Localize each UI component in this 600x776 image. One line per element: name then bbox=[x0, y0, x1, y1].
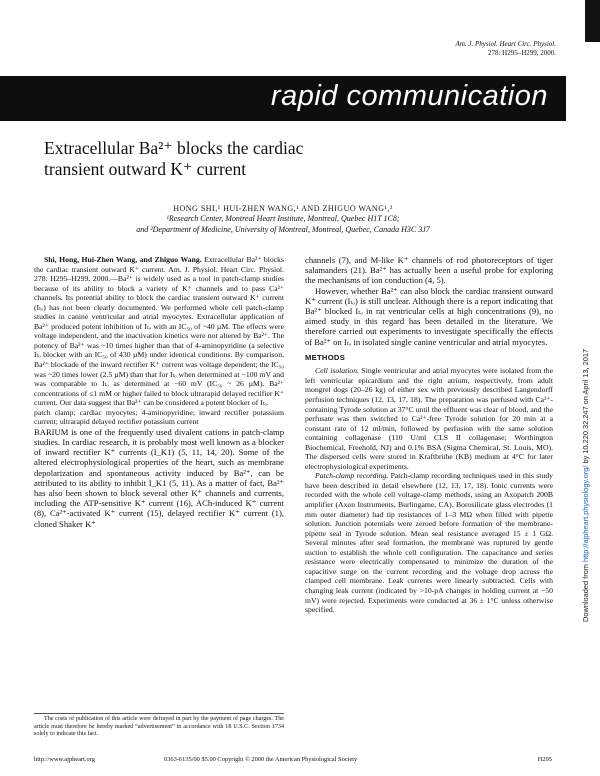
intro-lead: BARIUM bbox=[34, 426, 69, 437]
intro-paragraph-2: However, whether Ba²⁺ can also block the cardiac transient outward K⁺ current (Iₜₒ) is still unclear. Although there is a report indicating that Ba²⁺ blocked Iₜₒ in rat ventricular cells at high concentrations (9), no aimed study in this regard has been detailed in the literature. We therefore carried out experiments to investigate specifically the effects of Ba²⁺ on Iₜₒ in isolated single canine ventricular and atrial myocytes. bbox=[305, 285, 553, 347]
title-line-2: transient outward K⁺ current bbox=[44, 159, 247, 179]
footer-copyright: 0363-6135/00 $5.00 Copyright © 2000 the American Physiological Society bbox=[164, 756, 358, 763]
abstract-authors: Shi, Hong, Hui-Zhen Wang, and Zhiguo Wang. bbox=[44, 255, 202, 264]
right-column bbox=[305, 255, 553, 615]
intro-body: is one of the frequently used divalent cations in patch-clamp studies. In cardiac research, it is probably most well known as a blocker of inward rectifier K⁺ currents (I_K1) (5, 11, 14, 20). Some of the altered electrophysiological properties of the heart, such as membrane depolarization and spontaneous activity induced by Ba²⁺, can be attributed to its ability to inhibit I_K1 (5, 11). As a matter of fact, Ba²⁺ has also been shown to block several other K⁺ channels and currents, including the ATP-sensitive K⁺ current (16), ACh-induced K⁺ current (8), Ca²⁺-activated K⁺ current (15), delayed rectifier K⁺ current (1), cloned Shaker K⁺ bbox=[34, 426, 284, 529]
cell-isolation-paragraph bbox=[305, 366, 553, 471]
intro-continuation: channels (7), and M-like K⁺ channels of rod photoreceptors of tiger salamanders (21). Ba²⁺ has actually been a useful probe for exploring the mechanisms of ion conduction (4, 5). bbox=[305, 255, 553, 286]
intro-paragraph bbox=[34, 427, 284, 529]
patch-clamp-paragraph bbox=[305, 471, 553, 614]
footer-url[interactable]: http://www.ajpheart.org bbox=[34, 756, 95, 763]
article-type-banner bbox=[0, 76, 566, 121]
corner-marker bbox=[585, 0, 600, 42]
cell-isolation-heading: Cell isolation. bbox=[315, 366, 360, 376]
footnote-divider bbox=[34, 713, 284, 714]
journal-citation bbox=[456, 40, 556, 58]
affiliation-1: ¹Research Center, Montreal Heart Institute, Montreal, Quebec H1T 1C8; bbox=[166, 214, 400, 223]
article-type-label: rapid communication bbox=[270, 80, 548, 112]
abstract-body: Extracellular Ba²⁺ blocks the cardiac transient outward K⁺ current. Am. J. Physiol. Heart Circ. Physiol. 278: H295–H299, 2000.—Ba²⁺ is widely used as a tool in patch-clamp studies because of its ability to block a variety of K⁺ channels and to pass Ca²⁺ channels. Its potential ability to block the cardiac transient outward K⁺ current (Iₜₒ) has not been clearly documented. We performed whole cell patch-clamp studies in canine ventricular and atrial myocytes. Extracellular application of Ba²⁺ produced potent inhibition of Iₜₒ with an IC₅₀ of ~40 µM. The effects were voltage independent, and the inactivation kinetics were not altered by Ba²⁺. The potency of Ba²⁺ was ~10 times higher than that of 4-aminopyridine (a selective Iₜₒ blocker with an IC₅₀ of 430 µM) under identical conditions. By comparison, Ba²⁺ blockade of the inward rectifier K⁺ current was voltage dependent; the IC₅₀ was ~20 times lower (2.5 µM) than that for Iₜₒ when determined at −100 mV and was comparable to Iₜₒ as determined at −60 mV (IC₅₀ ~ 26 µM). Ba²⁺ concentrations of ≤1 mM or higher failed to block ultrarapid delayed rectifier K⁺ current. Our data suggest that Ba²⁺ can be considered a potent blocker of Iₜₒ. bbox=[34, 255, 284, 408]
affiliation-2: and ²Department of Medicine, University of Montreal, Montreal, Quebec, Canada H3C 3J7 bbox=[136, 225, 430, 234]
title-line-1: Extracellular Ba²⁺ blocks the cardiac bbox=[44, 138, 304, 158]
journal-pages: 278: H295–H299, 2000. bbox=[487, 49, 556, 57]
methods-heading: METHODS bbox=[305, 352, 346, 362]
journal-name: Am. J. Physiol. Heart Circ. Physiol. bbox=[455, 40, 556, 48]
article-title bbox=[44, 138, 544, 180]
download-prefix: Downloaded from bbox=[581, 562, 590, 622]
download-suffix: by 10.220.32.247 on April 13, 2017 bbox=[581, 348, 590, 466]
download-watermark bbox=[581, 222, 590, 622]
author-list: HONG SHI,¹ HUI-ZHEN WANG,¹ AND ZHIGUO WANG¹,² bbox=[173, 204, 393, 213]
abstract bbox=[34, 255, 284, 408]
keywords: patch clamp; cardiac myocytes; 4-aminopyridine; inward rectifier potassium current; ultrarapid delayed rectifier potassium current bbox=[34, 407, 284, 427]
left-column bbox=[34, 255, 284, 529]
patch-clamp-heading: Patch-clamp recording. bbox=[315, 471, 389, 481]
download-link[interactable]: http://ajpheart.physiology.org/ bbox=[581, 465, 590, 563]
footnote: The costs of publication of this article were defrayed in part by the payment of page charges. The article must therefore be hereby marked “advertisement” in accordance with 18 U.S.C. Section 1734 solely to indicate this fact. bbox=[34, 716, 284, 738]
cell-isolation-body: Single ventricular and atrial myocytes were isolated from the left ventricular epicardium and the right atrium, respectively, from adult mongrel dogs (20–26 kg) of either sex with previously described Langendorff perfusion techniques (12, 13, 17, 18). The preparation was perfused with Ca²⁺-containing Tyrode solution at 37°C until the effluent was clear of blood, and the perfusate was then switched to Ca²⁺-free Tyrode solution for 20 min at a constant rate of 12 ml/min, followed by perfusion with the same solution containing collagenase (110 U/ml CLS II collagenase; Worthington Biochemical, Freehold, NJ) and 0.1% BSA (Sigma Chemical, St. Louis, MO). The dispersed cells were stored in Kraftbrühe (KB) medium at 4°C for later electrophysiological experiments. bbox=[305, 366, 553, 471]
abstract-text bbox=[34, 255, 284, 408]
page-number: H295 bbox=[537, 756, 552, 763]
patch-clamp-body: Patch-clamp recording techniques used in this study have been described in detail elsewhere (12, 13, 17, 18). Ionic currents were recorded with the whole cell voltage-clamp methods, using an Axopatch 200B amplifier (Axon Instruments, Burlingame, CA). Borosilicate glass electrodes (1 mm outer diameter) had tip resistances of 1–3 MΩ when filled with pipette solution. Junction potentials were zeroed before formation of the membrane-pipette seal in Tyrode solution. Mean seal resistance averaged 15 ± 1 GΩ. Several minutes after seal formation, the membrane was ruptured by gentle suction to establish the whole cell configuration. The capacitance and series resistance were electrically compensated to minimize the duration of the capacitive surge on the current recording and the voltage drop across the clamped cell membrane. Leak currents were linearly subtracted. Cells with changing leak current (indicated by >10-pA changes in holding current at −50 mV) were rejected. Experiments were conducted at 36 ± 1°C unless otherwise specified. bbox=[305, 471, 554, 615]
